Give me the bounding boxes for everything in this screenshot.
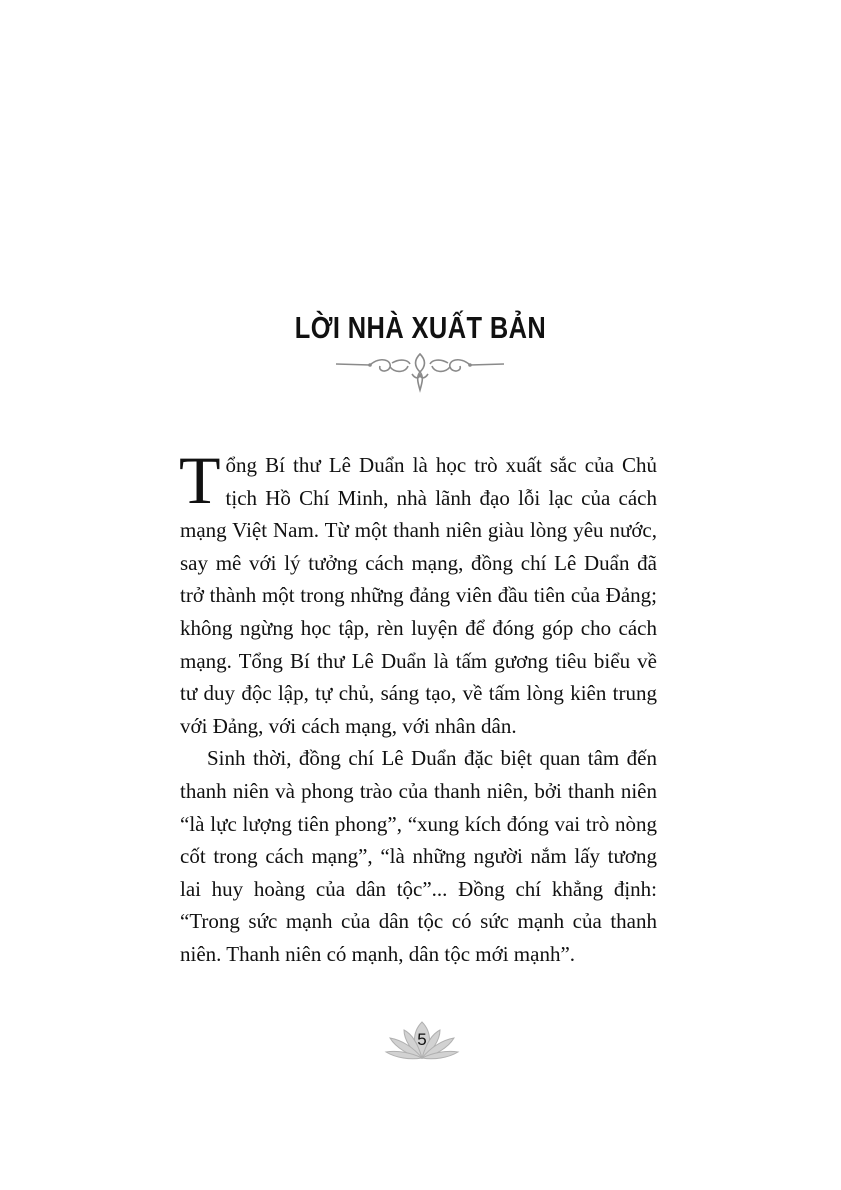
decorative-flourish-icon bbox=[330, 350, 510, 394]
paragraph-2: Sinh thời, đồng chí Lê Duẩn đặc biệt quan tâm đến thanh niên và phong trào của thanh niên, bởi thanh niên “là lực lượng tiên phong”, “xung kích đóng vai trò nòng cốt trong cách mạng”, “là những người nắm lấy tương lai huy hoàng của dân tộc”... Đồng chí khẳng định: “Trong sức mạnh của dân tộc có sức mạnh của thanh niên. Thanh niên có mạnh, dân tộc mới mạnh”. bbox=[180, 746, 657, 966]
page-number: 5 bbox=[417, 1030, 427, 1049]
body-text bbox=[179, 442, 657, 971]
page-title: LỜI NHÀ XUẤT BẢN bbox=[294, 310, 547, 345]
drop-cap: T bbox=[179, 442, 221, 518]
paragraph-1-text: ổng Bí thư Lê Duẩn là học trò xuất sắc của Chủ tịch Hồ Chí Minh, nhà lãnh đạo lỗi lạc của cách mạng Việt Nam. Từ một thanh niên giàu lòng yêu nước, say mê với lý tưởng cách mạng, đồng chí Lê Duẩn đã trở thành một trong những đảng viên đầu tiên của Đảng; không ngừng học tập, rèn luyện để đóng góp cho cách mạng. Tổng Bí thư Lê Duẩn là tấm gương tiêu biểu về tư duy độc lập, tự chủ, sáng tạo, về tấm lòng kiên trung với Đảng, với cách mạng, với nhân dân. bbox=[180, 453, 657, 738]
paragraph-1 bbox=[179, 442, 657, 742]
